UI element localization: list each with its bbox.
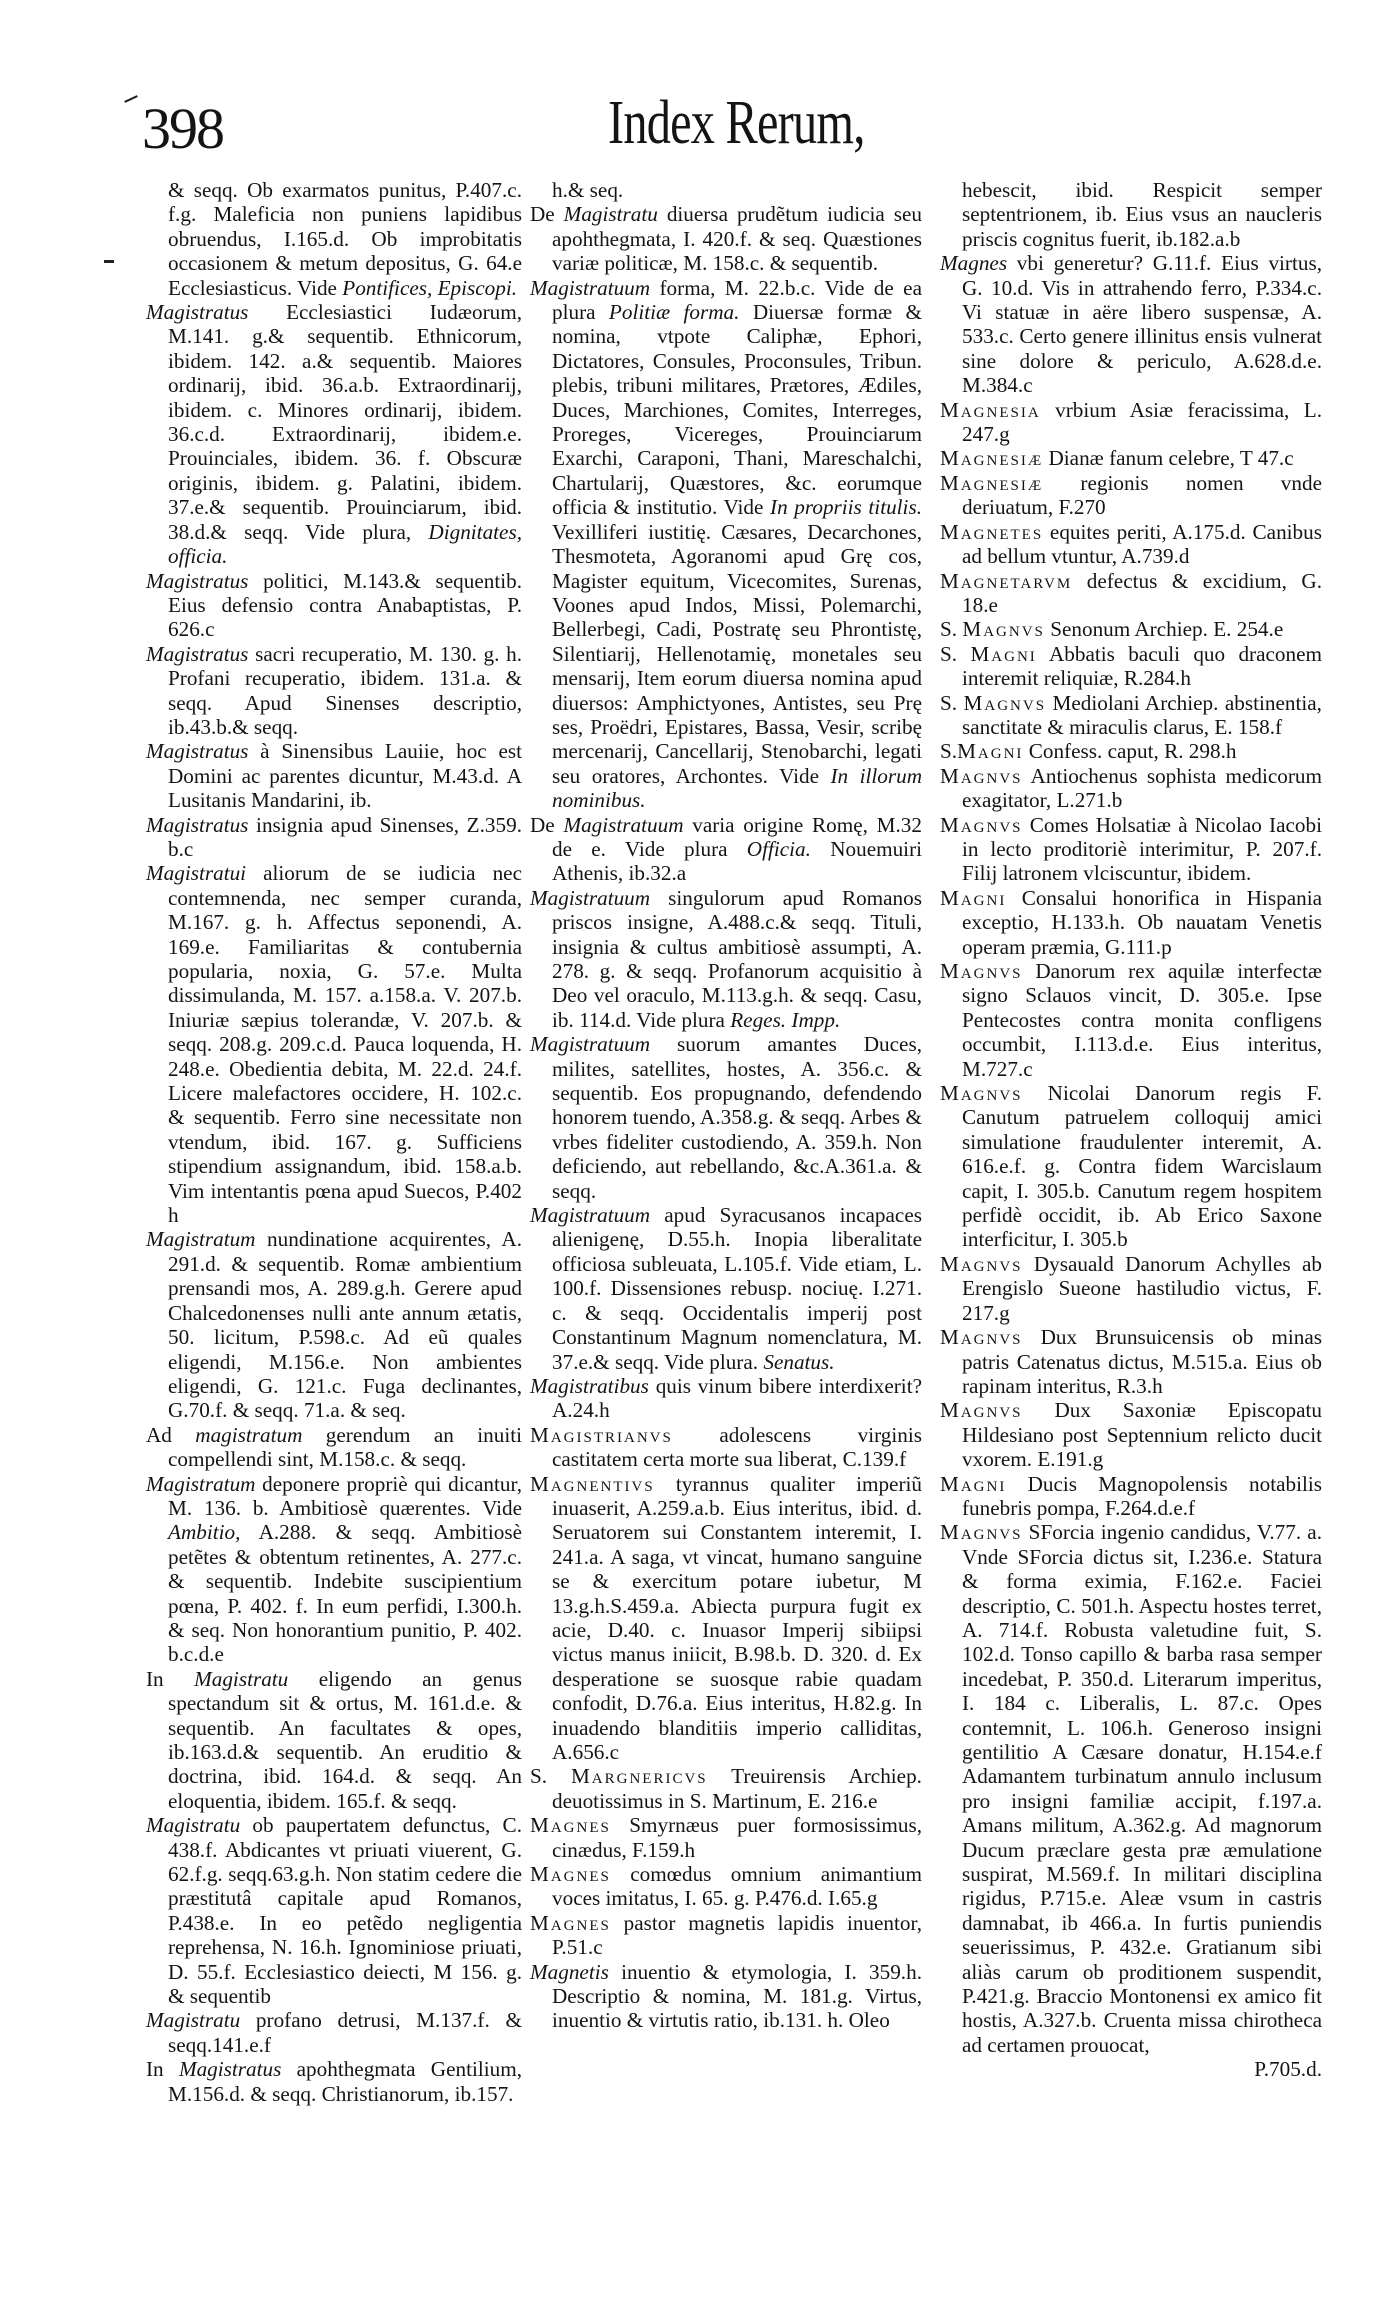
entry-text: suorum amantes Duces, milites, satellites, hostes, A. 356.c. & sequentib. Eos propugnando, defendendo honorem tuendo, A.358.g. & seqq. Arbes & vrbes fideliter custodiendo, A. 359.h. Non deficiendo, aut rebellando, &c.A.361.a. & seqq. [552, 1032, 922, 1203]
entry-headword: Magistratu [194, 1666, 289, 1691]
entry-cross-reference: In illorum nominibus. [552, 763, 922, 813]
entry-headword: Magistratibus [530, 1373, 649, 1398]
entry-cross-reference: In propriis titulis. [770, 495, 922, 520]
index-entry [530, 1423, 922, 1472]
entry-text: SForcia ingenio candidus, V.77. a. Vnde SForcia dictus sit, I.236.e. Statura & forma eximia, F.162.e. Faciei descriptio, C. 501.h. Aspectu hostes terret, A. 714.f. Robusta valetudine fuit, S. 102.d. Tonso capillo & barba rasa semper incedebat, P. 350.d. Literarum imperitus, I. 184 c. Liberalis, L. 87.c. Opes contemnit, L. 106.h. Generoso insigni gentilitio A Cæsare donatur, H.154.e.f Adamantem turbinatum annulo inclusum pro insigni familiæ accipit, f.197.a. Amans militum, A.362.g. Ad magnorum Ducum præclare gesta præ æmulatione suspirat, M.569.f. In militari disciplina rigidus, P.715.e. Aleæ vsum in castris damnabat, ib 466.a. In furtis puniendis seuerissimus, P. 432.e. Gratianum sibi aliàs carum ob proditionem suspendit, P.421.g. Braccio Montonensi ex amico fit hostis, A.327.b. Cruenta missa chirotheca ad certamen prouocat, [962, 1520, 1322, 2057]
entry-text: à Sinensibus Lauiie, hoc est Domini ac parentes dicuntur, M.43.d. A Lusitanis Mandarini, ib. [168, 739, 522, 813]
index-entry [940, 446, 1322, 470]
index-entry [940, 1325, 1322, 1398]
index-entry [940, 251, 1322, 397]
entry-headword-smallcaps: Margnericvs [570, 1764, 708, 1789]
entry-headword-smallcaps: Magni [940, 1471, 1007, 1496]
entry-headword-smallcaps: Magnesiæ [940, 470, 1044, 495]
entry-text: insignia apud Sinenses, Z.359. b.c [168, 812, 522, 861]
entry-headword-smallcaps: Magnetarvm [940, 568, 1073, 593]
entry-text: & seqq. Ob exarmatos punitus, P.407.c. f.g. Maleficia non puniens lapidibus obruendus, I.165.d. Ob improbitatis occasionem & metum depositus, G. 64.e Ecclesiasticus. Vide [168, 178, 522, 300]
index-entry [146, 569, 522, 642]
index-entry [940, 1398, 1322, 1471]
entry-prefix: De [530, 812, 564, 837]
index-entry [146, 1472, 522, 1667]
entry-headword-smallcaps: Magnvs [940, 959, 1023, 983]
entry-text: nundinatione acquirentes, A. 291.d. & sequentib. Romæ ambientium prensandi mos, A. 289.g.h. Gerere apud Chalcedonenses nulli ante annum ætatis, 50. licitum, P.598.c. Ad eũ quales eligendi, M.156.e. Non ambientes eligendi, G. 121.c. Fuga declinantes, G.70.f. & seqq. 71.a. & seq. [168, 1227, 522, 1423]
index-entry [146, 1227, 522, 1422]
entry-text: defectus & excidium, G. 18.e [962, 568, 1322, 617]
entry-text: apud Syracusanos incapaces alienigenę, D.55.h. Inopia liberalitate officiosa subleuata, L.105.f. Vide etiam, L. 100.f. Dissensiones rebusp. nociuę. I.271. c. & seqq. Occidentalis imperij post Constantinum Magnum nomenclatura, M. 37.e.& seqq. Vide plura. [552, 1203, 922, 1374]
entry-text: tyrannus qualiter imperiũ inuaserit, A.259.a.b. Eius interitus, ibid. d. Seruatorem sui Constantem interemit, I. 241.a. A saga, vt vincat, humano sanguine se & exercitum potare iubetur, M 13.g.h.S.459.a. Abiecta purpura fugit ex acie, D.40. c. Inuasor Imperij sibiipsi victus manus iniicit, B.98.b. D. 320. d. Ex desperatione se suosque rabie quadam confodit, D.76.a. Eius interitus, H.82.g. In inuadendo blanditiis imperio calliditas, A.656.c [552, 1471, 922, 1764]
index-entry [940, 813, 1322, 886]
entry-headword: Magistratus [146, 812, 249, 837]
entry-text: Mediolani Archiep. abstinentia, sanctitate & miraculis clarus, E. 158.f [962, 690, 1322, 739]
entry-text: Smyrnæus puer formosissimus, cinædus, F.159.h [552, 1813, 922, 1862]
entry-cross-reference: Pontifices, Episcopi. [342, 275, 518, 300]
entry-text: adolescens virginis castitatem certa morte sua liberat, C.139.f [552, 1422, 922, 1472]
running-head-title: Index Rerum, [608, 89, 865, 157]
entry-text: comœdus omnium animantium voces imitatus, I. 65. g. P.476.d. I.65.g [552, 1862, 922, 1911]
entry-headword-smallcaps: Magnvs [940, 1251, 1023, 1276]
entry-headword-smallcaps: Magnentivs [530, 1471, 655, 1496]
entry-text: equites periti, A.175.d. Canibus ad bellum vtuntur, A.739.d [962, 519, 1322, 569]
index-entry [530, 276, 922, 813]
index-entry [146, 178, 522, 300]
entry-headword: magistratum [195, 1422, 303, 1447]
index-entry [146, 300, 522, 568]
entry-text: regionis nomen vnde deriuatum, F.270 [962, 470, 1322, 520]
entry-cross-reference: Reges. Impp. [730, 1007, 841, 1032]
entry-headword-smallcaps: Magnes [530, 1813, 611, 1838]
index-entry [940, 739, 1322, 763]
index-entry [146, 739, 522, 812]
index-entry [940, 569, 1322, 618]
entry-text: sacri recuperatio, M. 130. g. h. Profani recuperatio, ibidem. 131.a. & seqq. Apud Sinenses descriptio, ib.43.b.& seqq. [168, 641, 522, 739]
entry-text: quis vinum bibere interdixerit? A.24.h [552, 1373, 922, 1423]
entry-text: A.288. & seqq. Ambitiosè petẽtes & obtentum retinentes, A. 277.c. & sequentib. Indebite suscipientium pœna, P. 402. f. In eum perfidi, I.300.h. & seq. Non honorantium punitio, P. 402. b.c.d.e [168, 1520, 522, 1667]
index-column-2 [530, 178, 922, 2033]
index-entry [940, 642, 1322, 691]
index-entry [940, 617, 1322, 641]
entry-prefix: S. [940, 690, 964, 715]
page-number: 398 [142, 96, 223, 161]
entry-headword: Magnes [940, 251, 1008, 276]
ink-dash-mark [104, 260, 114, 263]
entry-text: Antiochenus sophista medicorum exagitator, L.271.b [962, 763, 1322, 813]
index-entry [530, 202, 922, 275]
entry-text: h.& seq. [552, 178, 624, 202]
index-entry [940, 1081, 1322, 1252]
entry-headword: Magistratuum [530, 1203, 651, 1228]
entry-headword-smallcaps: Magnvs [963, 690, 1047, 715]
entry-headword-smallcaps: Magnvs [940, 812, 1023, 837]
entry-cross-reference: Ambitio, [168, 1520, 241, 1545]
entry-cross-reference: Senatus. [763, 1349, 835, 1374]
index-entry [530, 1764, 922, 1813]
entry-text: Treuirensis Archiep. deuotissimus in S. Martinum, E. 216.e [552, 1764, 922, 1813]
entry-text: aliorum de se iudicia nec contemnenda, nec semper curanda, M.167. g. h. Affectus seponendi, A. 169.e. Familiaritas & contubernia popularia, noxia, G. 57.e. Multa dissimulanda, M. 157. a.158.a. V. 207.b. Iniuriæ sæpius tolerandæ, V. 207.b. & seqq. 208.g. 209.c.d. Pauca loquenda, H. 248.e. Obedientia debita, M. 22.d. 24.f. Licere malefactores occidere, H. 102.c. & sequentib. Ferro sine necessitate non vtendum, ibid. 167. g. Sufficiens stipendium assignandum, ibid. 158.a.b. Vim intentantis pœna apud Suecos, P.402 h [168, 861, 522, 1228]
index-entry [146, 642, 522, 740]
index-entry [146, 1667, 522, 1813]
entry-text: varia origine Romę, M.32 de e. Vide plura [552, 812, 922, 861]
index-entry [940, 520, 1322, 569]
entry-text: Dianæ fanum celebre, T 47.c [1043, 446, 1294, 471]
index-entry [146, 2008, 522, 2057]
index-entry [940, 178, 1322, 251]
entry-text: Danorum rex aquilæ interfectæ signo Sclauos vincit, D. 305.e. Ipse Pentecostes contra monita confligens occumbit, I.113.d.e. Eius interitus, M.727.c [962, 959, 1322, 1081]
entry-headword: Magistratuum [563, 812, 684, 837]
entry-headword: Magistratu [146, 2008, 241, 2033]
index-entry [940, 764, 1322, 813]
index-entry [146, 1423, 522, 1472]
entry-text: Comes Holsatiæ à Nicolao Iacobi in lecto proditoriè interimitur, P. 207.f. Filij latronem vlciscuntur, ibidem. [962, 812, 1322, 886]
entry-headword-smallcaps: Magni [940, 885, 1007, 910]
entry-text: Senonum Archiep. E. 254.e [1044, 617, 1284, 642]
entry-headword: Magistratu [146, 1813, 241, 1838]
index-column-3 [940, 178, 1322, 2082]
entry-headword: Magnetis [530, 1959, 609, 1984]
entry-headword: Magistratu [563, 202, 658, 227]
entry-prefix: S. [940, 739, 958, 764]
index-entry [530, 178, 922, 202]
entry-text: Ecclesiastici Iudæorum, M.141. g.& sequentib. Ethnicorum, ibidem. 142. a.& sequentib. Maiores ordinarij, ibid. 36.a.b. Extraordinarij, ibidem. c. Minores ordinarij, ibidem. 36.c.d. Extraordinarij, ibidem.e. Prouinciales, ibidem. 36. f. Obscuræ originis, ibidem. g. Palatini, ibidem. 37.e.& sequentib. Prouinciarum, ibid. 38.d.& seqq. Vide plura, [168, 300, 522, 544]
index-entry [530, 886, 922, 1032]
entry-text: ob paupertatem defunctus, C. 438.f. Abdicantes vt priuati viuerent, G. 62.f.g. seqq.63.g.h. Non statim cedere die præstitutâ capitale apud Romanos, P.438.e. In eo petẽdo negligentia reprehensa, N. 16.h. Ignominiose priuati, D. 55.f. Ecclesiastico deiecti, M 156. g. & sequentib [168, 1813, 522, 2009]
index-entry [940, 398, 1322, 447]
index-column-1 [146, 178, 522, 2106]
entry-headword: Magistratus [146, 739, 249, 764]
index-entry [940, 1520, 1322, 2057]
entry-headword-smallcaps: Magnesiæ [940, 446, 1044, 471]
entry-text: Abbatis baculi quo draconem interemit reliquiæ, R.284.h [962, 641, 1322, 691]
entry-text: Dysauald Danorum Achylles ab Erengislo Sueone hastiludio victus, F. 217.g [962, 1251, 1322, 1325]
entry-cross-reference: Politiæ forma. [608, 300, 740, 325]
entry-headword: Magistratuum [530, 1032, 651, 1057]
entry-text: P.705.d. [1254, 2057, 1322, 2082]
entry-text: eligendo an genus spectandum sit & ortus, M. 161.d.e. & sequentib. An facultates & opes, ib.163.d.& sequentib. An eruditio & doctrina, ibid. 164.d. & seqq. An eloquentia, ibidem. 165.f. & seqq. [168, 1666, 522, 1813]
index-entry [530, 1862, 922, 1911]
entry-text: Consalui honorifica in Hispania exceptio, H.133.h. Ob nauatam Venetis operam præmia, G.111.p [962, 885, 1322, 959]
entry-headword-smallcaps: Magnetes [940, 519, 1044, 544]
entry-text: Confess. caput, R. 298.h [1023, 739, 1237, 764]
entry-text: pastor magnetis lapidis inuentor, P.51.c [552, 1910, 922, 1960]
entry-headword: Magistratui [146, 861, 247, 886]
entry-text: diuersa prudẽtum iudicia seu apohthegmata, I. 420.f. & seq. Quæstiones variæ politicæ, M. 158.c. & sequentib. [552, 202, 922, 276]
entry-headword-smallcaps: Magni [957, 739, 1024, 764]
index-entry [146, 2057, 522, 2106]
index-entry [940, 886, 1322, 959]
entry-headword-smallcaps: Magnvs [940, 1520, 1023, 1545]
index-entry [530, 1032, 922, 1203]
entry-text: politici, M.143.& sequentib. Eius defensio contra Anabaptistas, P. 626.c [168, 568, 522, 642]
entry-headword: Magistratus [146, 568, 249, 593]
entry-headword-smallcaps: Magnvs [940, 1398, 1023, 1423]
entry-text: forma, M. 22.b.c. Vide de ea plura [552, 275, 922, 325]
entry-headword-smallcaps: Magnvs [940, 763, 1023, 788]
entry-text: vbi generetur? G.11.f. Eius virtus, G. 10.d. Vis in attrahendo ferro, P.334.c. Vi statuæ in aëre libero suspensæ, A. 533.c. Certo genere illinitus ensis vulnerat sine dolore & periculo, A.628.d.e. M.384.c [962, 251, 1322, 398]
index-entry [940, 959, 1322, 1081]
entry-prefix: De [530, 202, 564, 227]
entry-text: singulorum apud Romanos priscos insigne, A.488.c.& seqq. Tituli, insignia & cultus ambitiosè assumpti, A. 278. g. & seqq. Profanorum acquisitio à Deo vel oraculo, M.113.g.h. & seqq. Casu, ib. 114.d. Vide plura [552, 885, 922, 1032]
index-entry [530, 813, 922, 886]
index-entry [940, 1252, 1322, 1325]
entry-headword-smallcaps: Magistrianvs [530, 1422, 673, 1447]
entry-text: Nicolai Danorum regis F. Canutum patruelem colloquij amici simulatione fraudulenter interemit, A. 616.e.f. g. Contra fidem Warcislaum capit, I. 305.b. Canutum regem hospitem perfidè occidit, ib. Ab Erico Saxone interficitur, I. 305.b [962, 1081, 1322, 1252]
entry-text: Diuersæ formæ & nomina, vtpote Caliphæ, Ephori, Dictatores, Consules, Proconsules, Tribun. plebis, tribuni militares, Prætores, Ædiles, Duces, Marchiones, Comites, Interreges, Proreges, Vicereges, Prouinciarum Exarchi, Caraponi, Thani, Mareschalchi, Chartularij, Quæstores, &c. eorumque officia & institutio. Vide [552, 300, 922, 520]
entry-prefix: S. [940, 617, 963, 642]
entry-text: gerendum an inuiti compellendi sint, M.158.c. & seqq. [168, 1422, 522, 1472]
entry-headword-smallcaps: Magni [970, 641, 1037, 666]
index-entry [530, 1960, 922, 2033]
entry-text: inuentio & etymologia, I. 359.h. Descriptio & nomina, M. 181.g. Virtus, inuentio & virtutis ratio, ib.131. h. Oleo [552, 1959, 922, 2033]
entry-cross-reference: Officia. [746, 836, 811, 861]
entry-text: apohthegmata Gentilium, M.156.d. & seqq. Christianorum, ib.157. [168, 2057, 522, 2106]
entry-headword-smallcaps: Magnvs [940, 1081, 1023, 1106]
entry-headword-smallcaps: Magnesia [940, 397, 1041, 422]
entry-headword: Magistratum [146, 1471, 256, 1496]
entry-cross-reference: Dignitates, officia. [168, 519, 522, 569]
entry-headword: Magistratus [146, 300, 249, 325]
index-entry [940, 1472, 1322, 1521]
index-entry [530, 1374, 922, 1423]
entry-text: Dux Saxoniæ Episcopatu Hildesiano post Septennium relicto ducit vxorem. E.191.g [962, 1398, 1322, 1472]
entry-headword-smallcaps: Magnes [530, 1862, 611, 1887]
entry-text: Dux Brunsuicensis ob minas patris Catenatus dictus, M.515.a. Eius ob rapinam interitus, R.3.h [962, 1325, 1322, 1398]
entry-text: Vexilliferi iustitię. Cæsares, Decarchones, Thesmoteta, Agoranomi apud Grę cos, Magister equitum, Vicecomites, Surenas, Voones apud Indos, Missi, Polemarchi, Bellerbegi, Cadi, Postratę seu Phrontistę, Silentiarij, Hellenotamię, monetales seu mensarij, Item eorum diuersa nomina apud diuersos: Amphictyones, Antistes, seu Prę ses, Proëdri, Epistares, Bassa, Vesir, scribę mercenarij, Cancellarij, Stenobarchi, legati seu oratores, Archontes. Vide [552, 519, 922, 788]
entry-headword-smallcaps: Magnvs [962, 617, 1045, 642]
index-entry [146, 1813, 522, 2008]
entry-prefix: S. [530, 1764, 571, 1789]
index-entry [940, 471, 1322, 520]
entry-headword-smallcaps: Magnvs [940, 1325, 1023, 1350]
ink-tick-mark [124, 95, 138, 103]
entry-text: hebescit, ibid. Respicit semper septentrionem, ib. Eius vsus an naucleris priscis cognitus fuerit, ib.182.a.b [962, 178, 1322, 251]
entry-headword-smallcaps: Magnes [530, 1910, 611, 1935]
index-entry [940, 691, 1322, 740]
entry-text: vrbium Asiæ feracissima, L. 247.g [962, 397, 1322, 447]
entry-text: Ducis Magnopolensis notabilis funebris pompa, F.264.d.e.f [962, 1471, 1322, 1520]
entry-headword: Magistratus [146, 641, 249, 666]
entry-headword: Magistratuum [530, 885, 651, 910]
entry-text: deponere propriè qui dicantur, M. 136. b. Ambitiosè quærentes. Vide [168, 1471, 522, 1520]
entry-text: Nouemuiri Athenis, ib.32.a [552, 836, 923, 886]
entry-headword: Magistratuum [530, 275, 651, 300]
index-entry [530, 1472, 922, 1765]
entry-prefix: S. [940, 641, 971, 666]
index-entry [530, 1911, 922, 1960]
index-entry [530, 1203, 922, 1374]
entry-prefix: Ad [146, 1422, 196, 1447]
entry-headword: Magistratus [178, 2057, 282, 2082]
index-entry [530, 1813, 922, 1862]
entry-headword: Magistratum [146, 1227, 256, 1252]
entry-prefix: In [146, 2057, 179, 2082]
index-entry [146, 813, 522, 862]
index-entry [940, 2057, 1322, 2081]
entry-text: profano detrusi, M.137.f. & seqq.141.e.f [168, 2008, 522, 2057]
entry-prefix: In [146, 1666, 195, 1691]
index-entry [146, 861, 522, 1227]
